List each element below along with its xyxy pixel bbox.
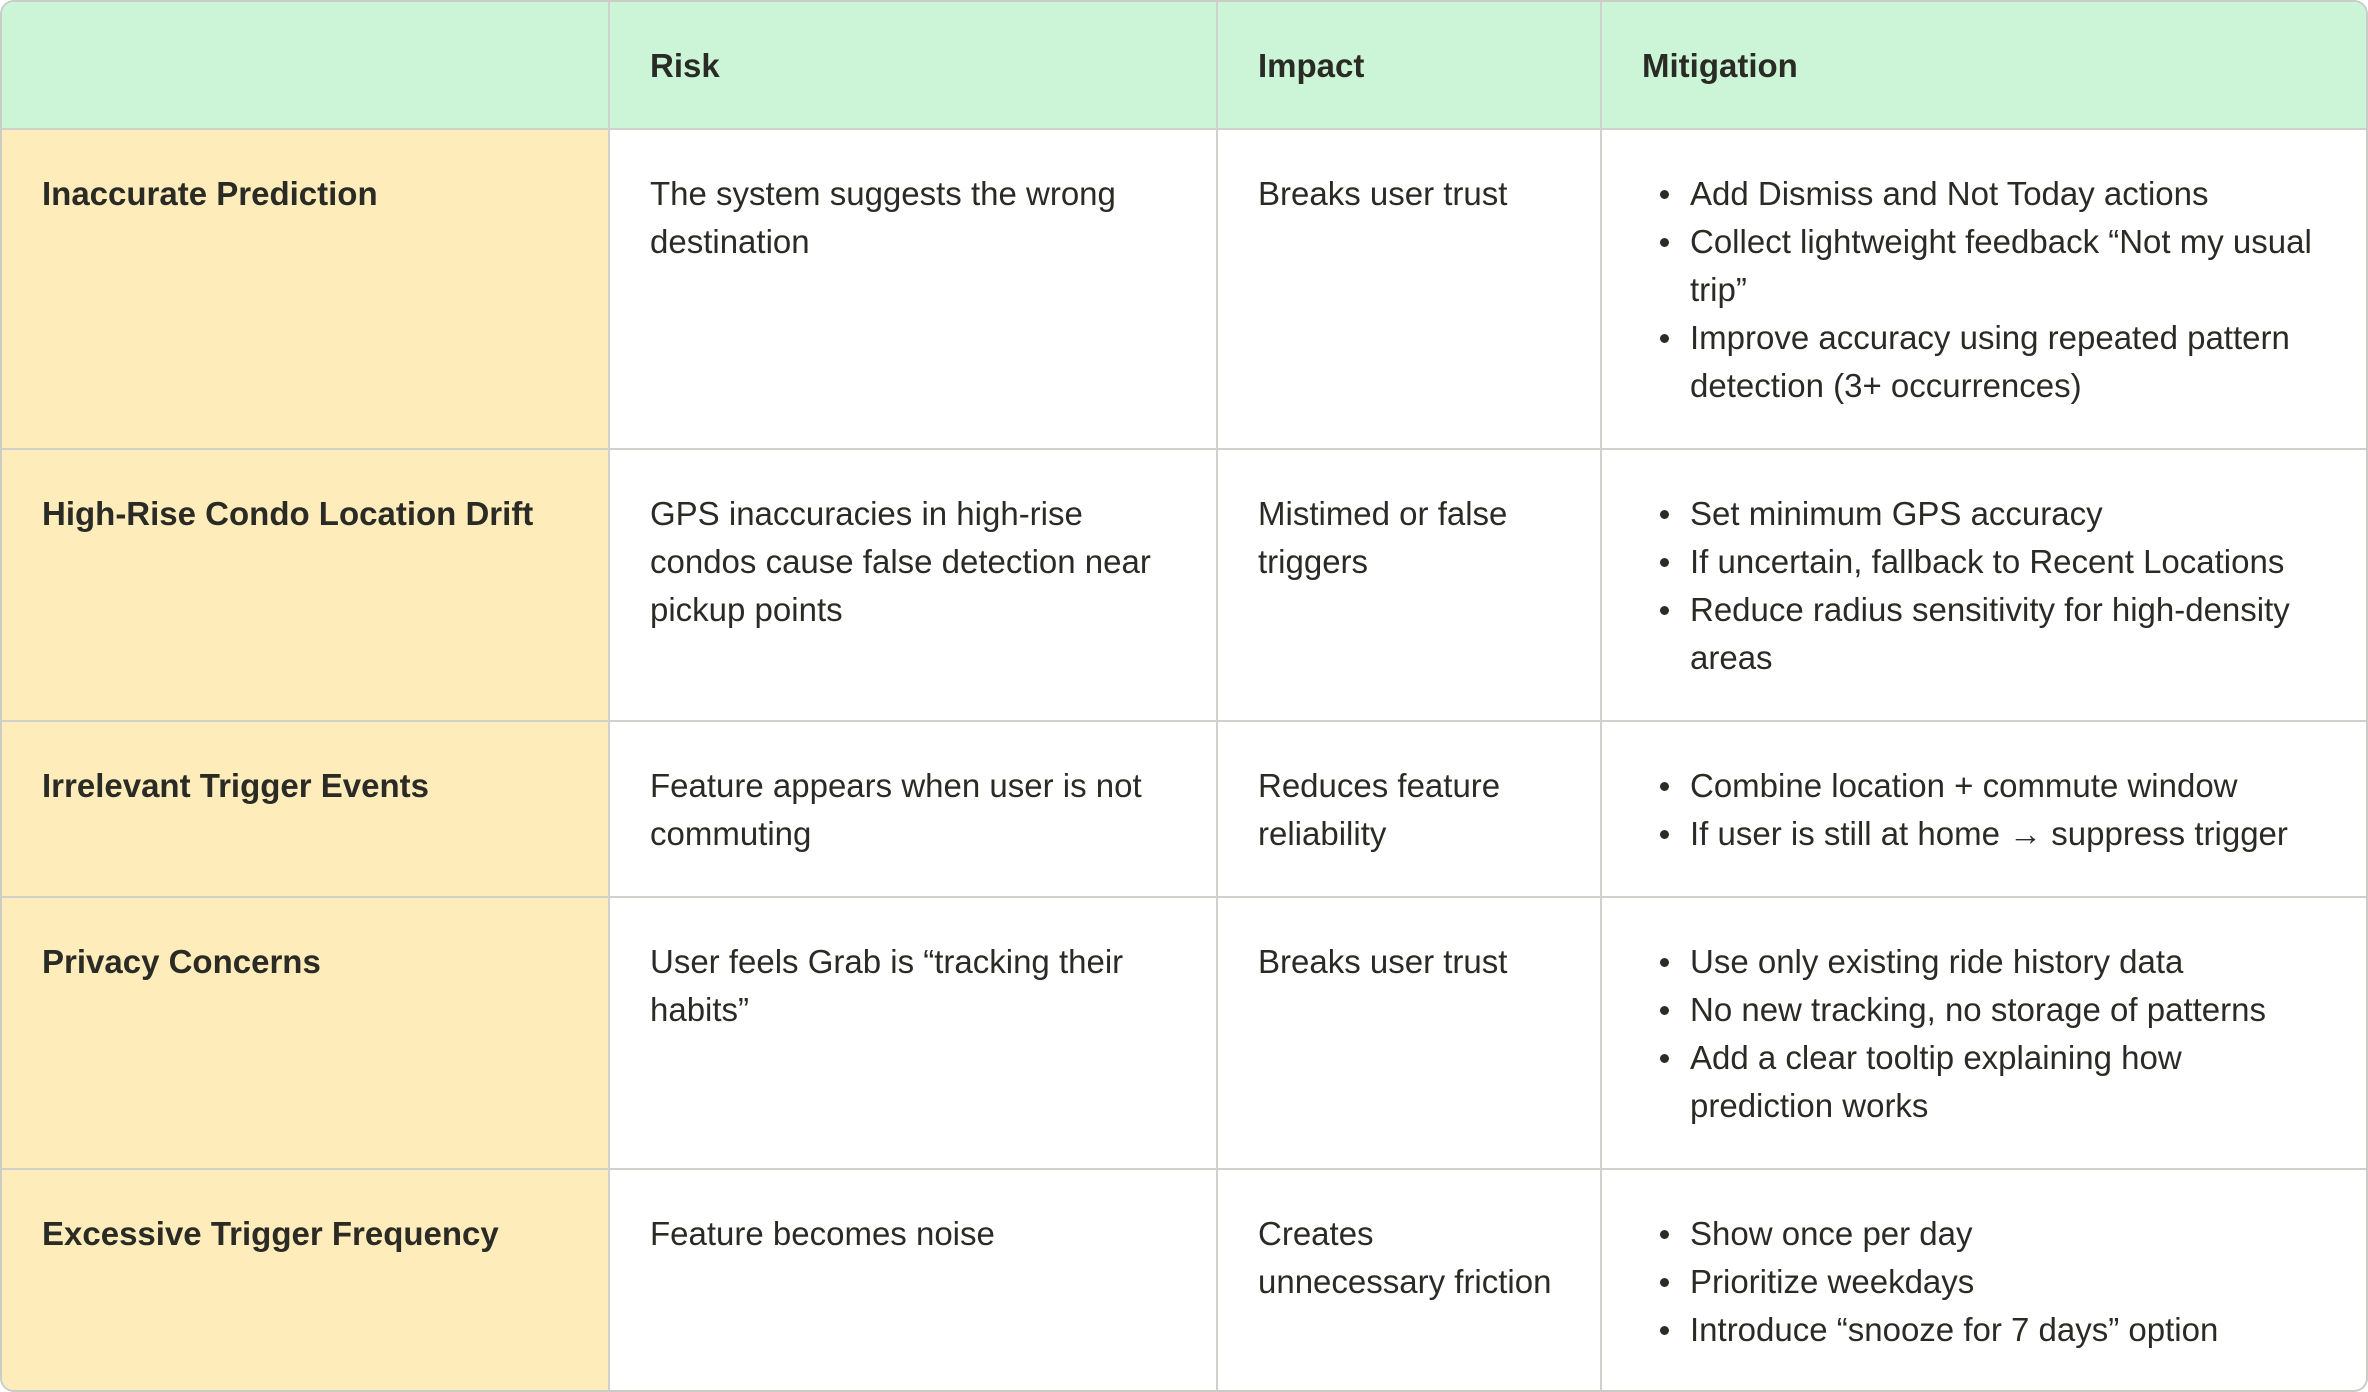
header-empty-cell [2,2,609,129]
row-label: Excessive Trigger Frequency [2,1169,609,1392]
risk-cell: Feature appears when user is not commuting [609,721,1217,897]
mitigation-item: Introduce “snooze for 7 days” option [1690,1306,2326,1354]
mitigation-list [1642,490,2326,682]
risk-cell: Feature becomes noise [609,1169,1217,1392]
mitigation-cell [1601,1169,2366,1392]
mitigation-item: Combine location + commute window [1690,762,2326,810]
mitigation-item: Show once per day [1690,1210,2326,1258]
mitigation-cell [1601,449,2366,721]
mitigation-cell [1601,897,2366,1169]
table-row [2,897,2366,1169]
header-mitigation: Mitigation [1601,2,2366,129]
mitigation-item: Prioritize weekdays [1690,1258,2326,1306]
table-row [2,449,2366,721]
mitigation-cell [1601,721,2366,897]
impact-cell: Mistimed or false triggers [1217,449,1601,721]
mitigation-item: Add Dismiss and Not Today actions [1690,170,2326,218]
row-label: Inaccurate Prediction [2,129,609,449]
mitigation-item: No new tracking, no storage of patterns [1690,986,2326,1034]
mitigation-item: If uncertain, fallback to Recent Locations [1690,538,2326,586]
row-label: Irrelevant Trigger Events [2,721,609,897]
row-label: Privacy Concerns [2,897,609,1169]
table-row [2,1169,2366,1392]
table-row [2,721,2366,897]
mitigation-item: If user is still at home → suppress trigger [1690,810,2326,858]
mitigation-cell [1601,129,2366,449]
risk-mitigation-table [2,2,2366,1392]
impact-cell: Reduces feature reliability [1217,721,1601,897]
header-impact: Impact [1217,2,1601,129]
mitigation-list [1642,1210,2326,1354]
impact-cell: Breaks user trust [1217,897,1601,1169]
risk-cell: The system suggests the wrong destination [609,129,1217,449]
risk-cell: GPS inaccuracies in high-rise condos cause false detection near pickup points [609,449,1217,721]
table-row [2,129,2366,449]
impact-cell: Creates unnecessary friction [1217,1169,1601,1392]
mitigation-item: Collect lightweight feedback “Not my usual trip” [1690,218,2326,314]
row-label: High-Rise Condo Location Drift [2,449,609,721]
mitigation-item: Add a clear tooltip explaining how prediction works [1690,1034,2326,1130]
mitigation-item: Reduce radius sensitivity for high-density areas [1690,586,2326,682]
table-header-row [2,2,2366,129]
mitigation-item: Improve accuracy using repeated pattern detection (3+ occurrences) [1690,314,2326,410]
mitigation-item: Set minimum GPS accuracy [1690,490,2326,538]
risk-cell: User feels Grab is “tracking their habits” [609,897,1217,1169]
mitigation-item: Use only existing ride history data [1690,938,2326,986]
mitigation-list [1642,938,2326,1130]
mitigation-list [1642,170,2326,410]
mitigation-list [1642,762,2326,858]
impact-cell: Breaks user trust [1217,129,1601,449]
header-risk: Risk [609,2,1217,129]
